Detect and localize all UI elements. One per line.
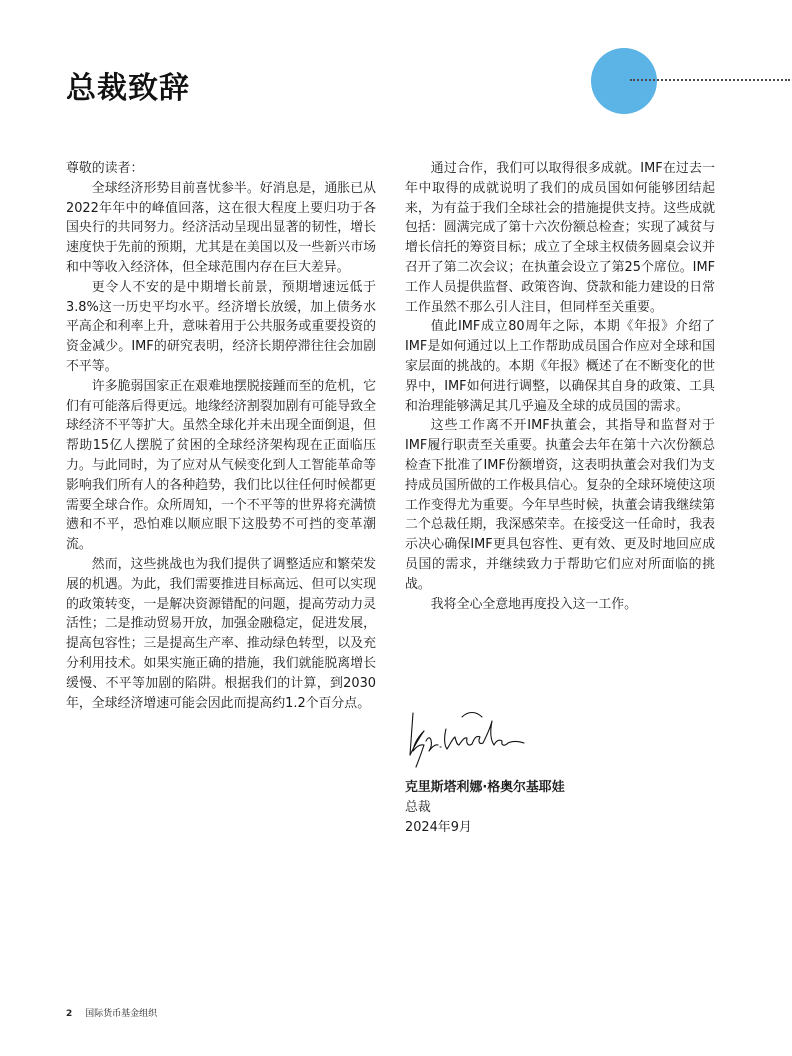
signer-block — [405, 778, 565, 838]
decorative-circle — [591, 48, 657, 114]
paragraph: 许多脆弱国家正在艰难地摆脱接踵而至的危机，它们有可能落后得更远。地缘经济割裂加剧有可能导致全球经济不平等扩大。虽然全球化并未出现全面倒退，但帮助15亿人摆脱了贫困的全球经济架构现在正面临压力。与此同时，为了应对从气候变化到人工智能革命等影响我们所有人的各种趋势，我们比以往任何时候都更需要全球合作。众所周知，一个不平等的世界将充满愤懑和不平，恐怕难以顺应眼下这股势不可挡的变革潮流。 — [66, 378, 376, 553]
left-column — [66, 159, 376, 713]
paragraph: 然而，这些挑战也为我们提供了调整适应和繁荣发展的机遇。为此，我们需要推进目标高远、但可以实现的政策转变，一是解决资源错配的问题，提高劳动力灵活性；二是推动贸易开放，加强金融稳定，促进发展，提高包容性；三是提高生产率、推动绿色转型，以及充分利用技术。如果实施正确的措施，我们就能脱离增长缓慢、不平等加剧的陷阱。根据我们的计算，到2030年，全球经济增速可能会因此而提高约1.2个百分点。 — [66, 556, 376, 711]
paragraph: 通过合作，我们可以取得很多成就。IMF在过去一年中取得的成就说明了我们的成员国如何能够团结起来，为有益于我们全球社会的措施提供支持。这些成就包括：圆满完成了第十六次份额总检查；实现了减贫与增长信托的筹资目标；成立了全球主权债务圆桌会议并召开了第二次会议；在执董会设立了第25个席位。IMF工作人员提供监督、政策咨询、贷款和能力建设的日常工作虽然不那么引人注目，但同样至关重要。 — [405, 161, 715, 315]
signer-role: 总裁 — [405, 800, 431, 815]
paragraph: 值此IMF成立80周年之际，本期《年报》介绍了IMF是如何通过以上工作帮助成员国合作应对全球和国家层面的挑战的。本期《年报》概述了在不断变化的世界中，IMF如何进行调整，以确保其自身的政策、工具和治理能够满足其几乎遍及全球的成员国的需求。 — [405, 319, 715, 414]
paragraph: 全球经济形势目前喜忧参半。好消息是，通胀已从2022年年中的峰值回落，这在很大程度上要归功于各国央行的共同努力。经济活动呈现出显著的韧性，增长速度快于先前的预期，尤其是在美国以及一些新兴市场和中等收入经济体，但全球范围内存在巨大差异。 — [66, 180, 376, 275]
signer-name: 克里斯塔利娜·格奥尔基耶娃 — [405, 780, 565, 795]
page-number: 2 — [66, 1009, 73, 1019]
signer-date: 2024年9月 — [405, 820, 472, 835]
publication-name: 国际货币基金组织 — [85, 1009, 158, 1019]
decorative-dotted-line — [630, 79, 790, 81]
paragraph: 更令人不安的是中期增长前景，预期增速远低于3.8%这一历史平均水平。经济增长放缓，加上债务水平高企和利率上升，意味着用于公共服务或重要投资的资金减少。IMF的研究表明，经济长期停滞往往会加剧不平等。 — [66, 279, 376, 374]
paragraph: 我将全心全意地再度投入这一工作。 — [430, 596, 638, 612]
handwritten-signature — [404, 707, 534, 773]
page-title: 总裁致辞 — [66, 71, 190, 106]
right-column — [405, 159, 715, 614]
page-footer — [66, 1008, 157, 1020]
paragraph: 这些工作离不开IMF执董会，其指导和监督对于IMF履行职责至关重要。执董会去年在第十六次份额总检查下批准了IMF份额增资，这表明执董会对我们为支持成员国所做的工作极具信心。复杂的全球环境使这项工作变得尤为重要。今年早些时候，执董会请我继续第二个总裁任期，我深感荣幸。在接受这一任命时，我表示决心确保IMF更具包容性、更有效、更及时地回应成员国的需求，并继续致力于帮助它们应对所面临的挑战。 — [405, 418, 715, 592]
salutation: 尊敬的读者： — [66, 161, 144, 176]
